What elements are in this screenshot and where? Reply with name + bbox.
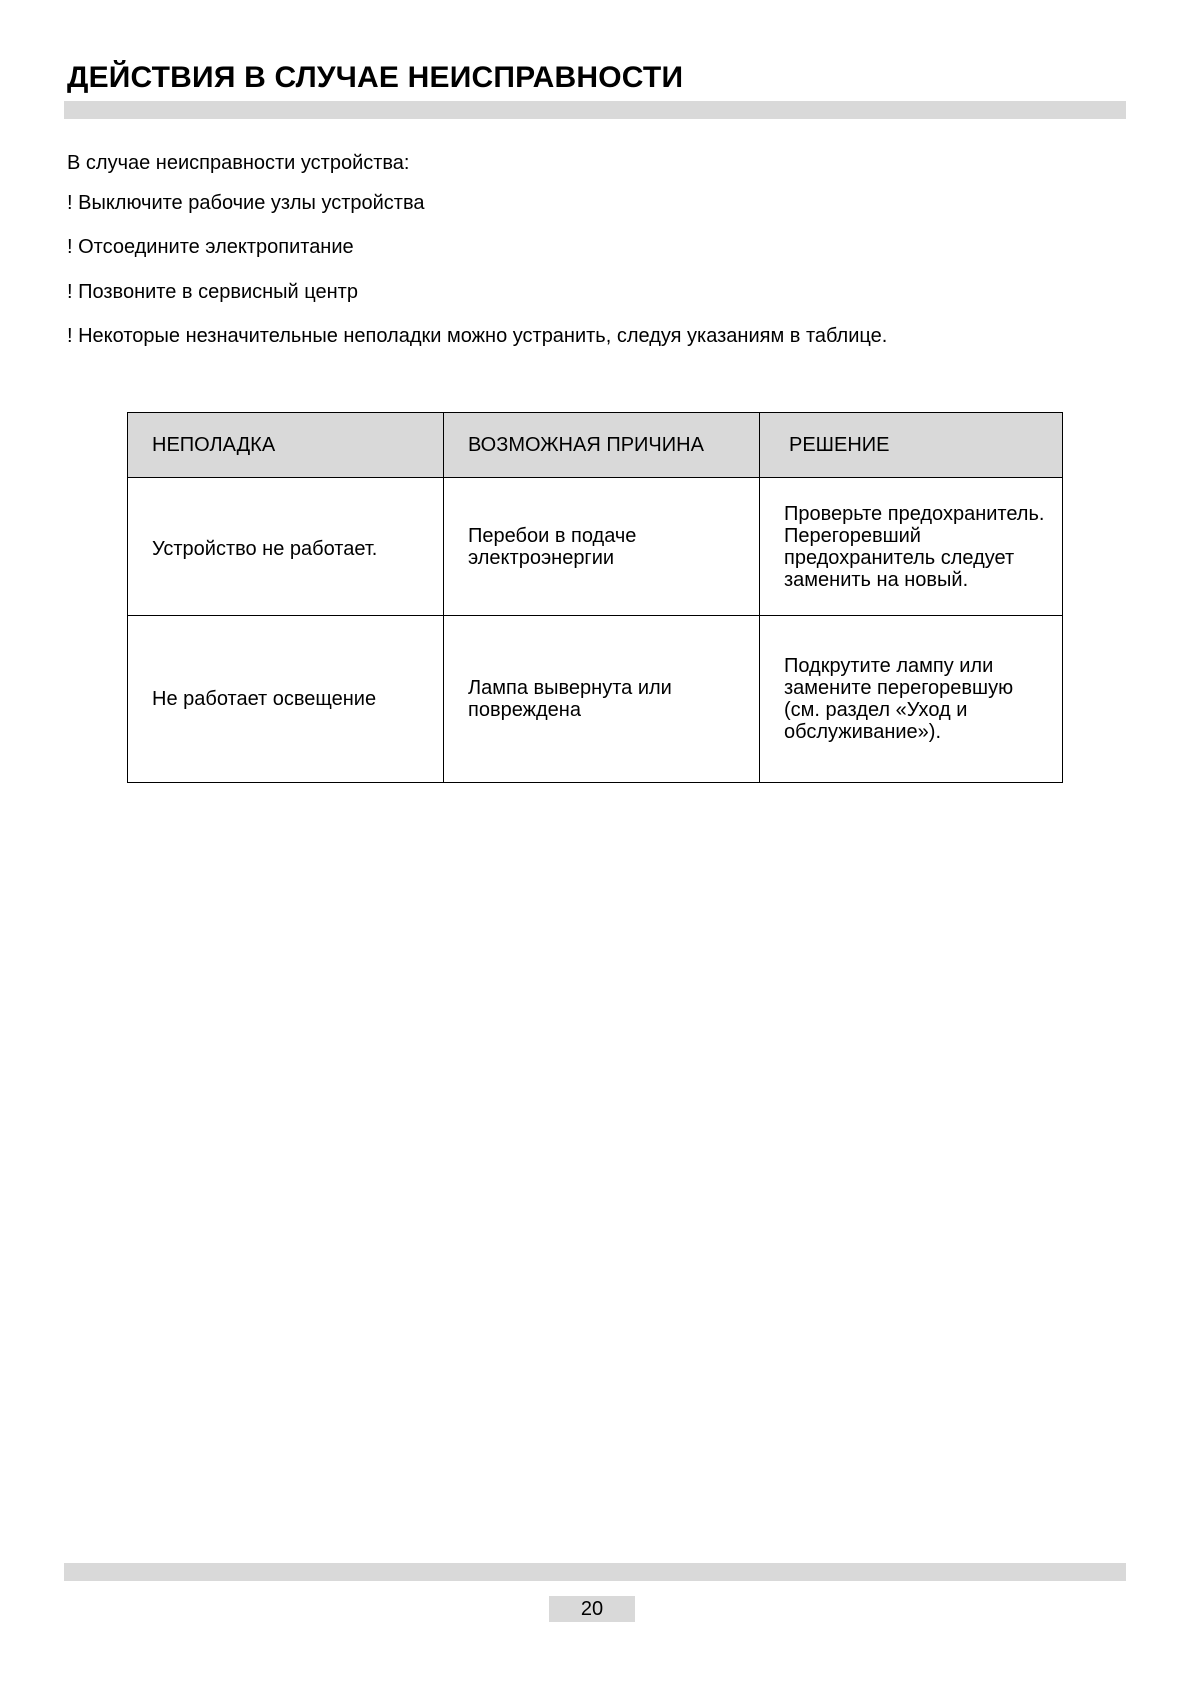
table-header-row	[128, 413, 1063, 478]
intro-text: В случае неисправности устройства:	[67, 152, 410, 174]
solution-cell: Подкрутите лампу или замените перегоревшую (см. раздел «Уход и обслуживание»).	[760, 616, 1063, 783]
column-header-cause: ВОЗМОЖНАЯ ПРИЧИНА	[444, 413, 760, 478]
table-row	[128, 616, 1063, 783]
instruction-item: ! Позвоните в сервисный центр	[67, 281, 358, 303]
column-header-fault: НЕПОЛАДКА	[128, 413, 444, 478]
instruction-item: ! Выключите рабочие узлы устройства	[67, 192, 425, 214]
fault-cell: Устройство не работает.	[128, 478, 444, 616]
cause-cell: Лампа вывернута или повреждена	[444, 616, 760, 783]
instruction-item: ! Отсоедините электропитание	[67, 236, 354, 258]
troubleshooting-table	[127, 412, 1063, 783]
instruction-item: ! Некоторые незначительные неполадки можно устранить, следуя указаниям в таблице.	[67, 325, 888, 347]
cause-cell: Перебои в подаче электроэнергии	[444, 478, 760, 616]
header-divider	[64, 101, 1126, 119]
page-title: ДЕЙСТВИЯ В СЛУЧАЕ НЕИСПРАВНОСТИ	[67, 61, 684, 94]
page-number: 20	[549, 1596, 635, 1622]
fault-cell: Не работает освещение	[128, 616, 444, 783]
footer-divider	[64, 1563, 1126, 1581]
column-header-solution: РЕШЕНИЕ	[760, 413, 1063, 478]
table-row	[128, 478, 1063, 616]
solution-cell: Проверьте предохранитель. Перегоревший предохранитель следует заменить на новый.	[760, 478, 1063, 616]
